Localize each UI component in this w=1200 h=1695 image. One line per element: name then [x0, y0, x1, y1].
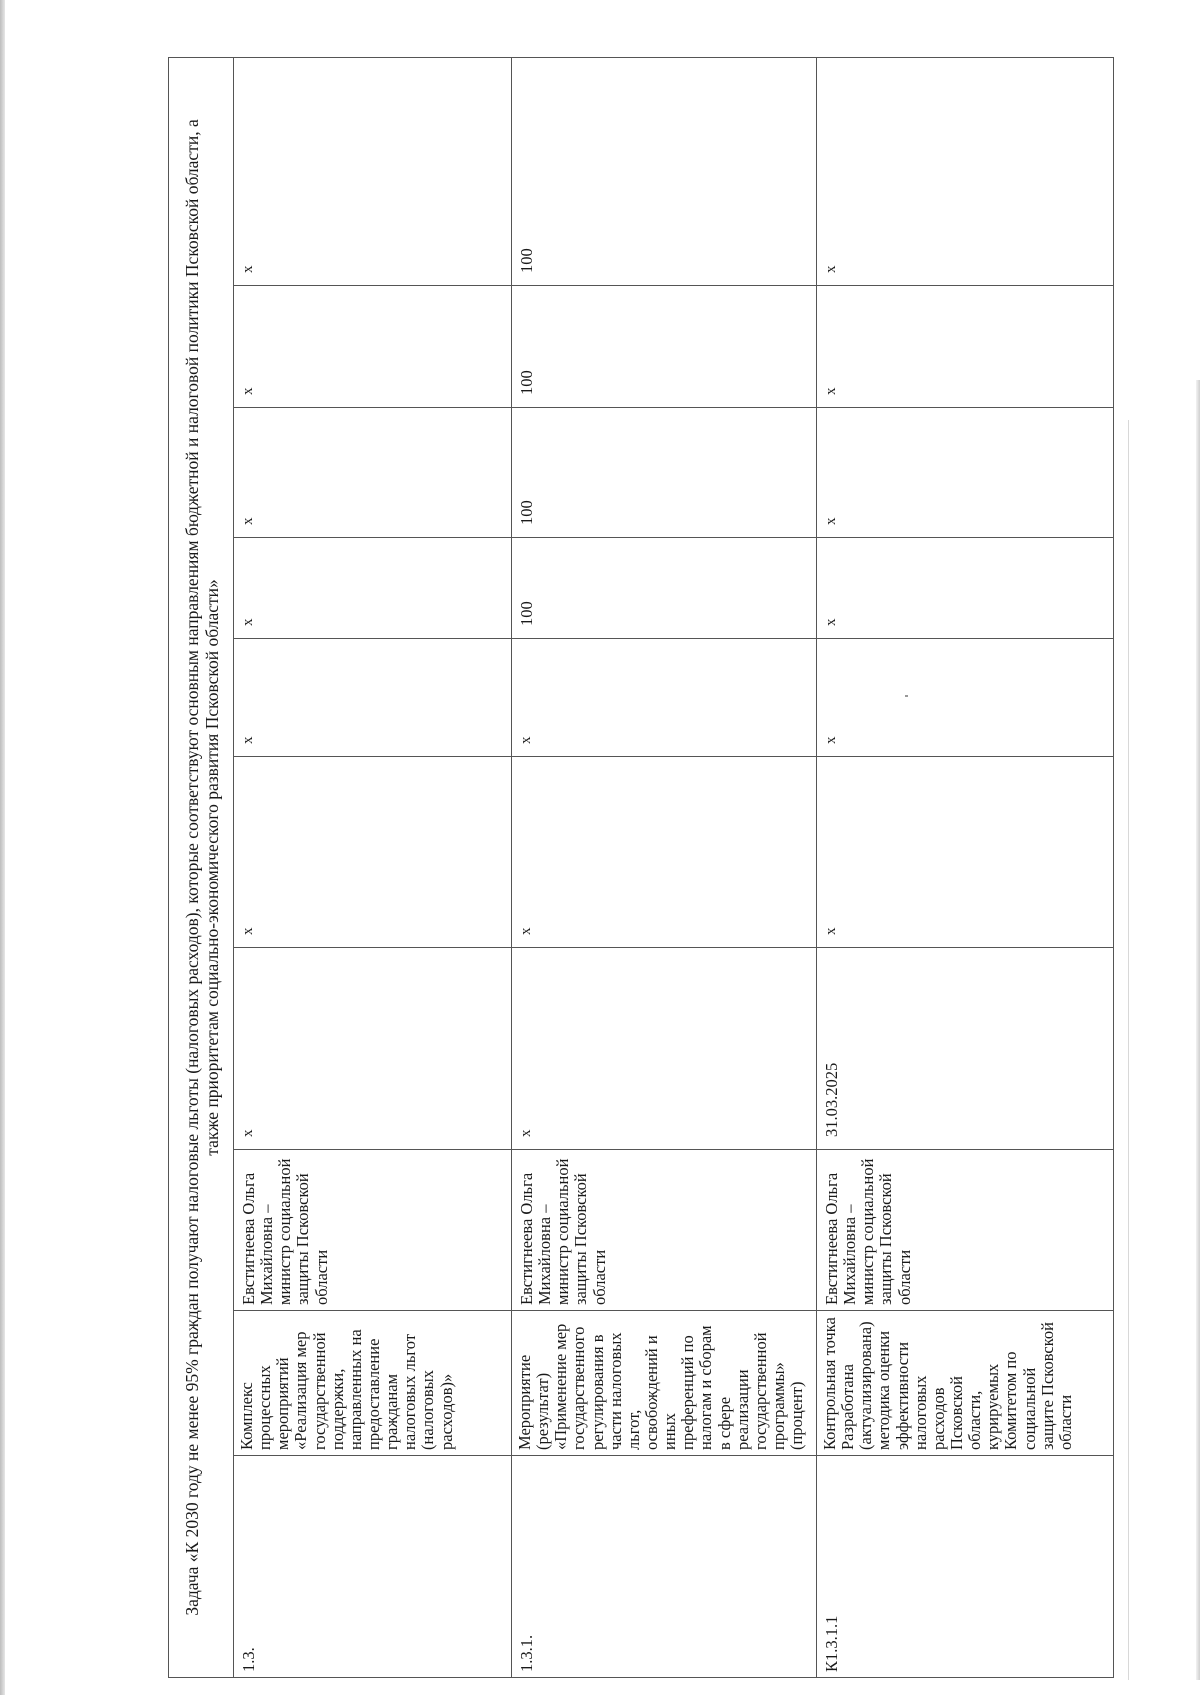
measures-table: [168, 57, 1114, 1678]
row-value-3: х: [234, 286, 512, 408]
row-deadline: х: [512, 948, 817, 1150]
row-number: 1.3.: [234, 1456, 512, 1678]
scan-edge-right: [1196, 380, 1200, 1680]
scan-fold-line: [1128, 420, 1129, 1680]
row-name: Контрольная точка Разработана (актуализирована) методика оценки эффективности налоговых расходов Псковской области, курируемых Комитетом по социальной защите Псковской области: [817, 1311, 1114, 1456]
row-base-year: х: [234, 639, 512, 757]
row-responsible: Евстигнеева Ольга Михайловна – министр социальной защиты Псковской области: [817, 1150, 1114, 1311]
row-value-4: х: [234, 57, 512, 285]
table-row: [512, 57, 817, 1677]
row-value-2: х: [234, 408, 512, 538]
row-responsible: Евстигнеева Ольга Михайловна – министр социальной защиты Псковской области: [234, 1150, 512, 1311]
rotated-document-page: [168, 58, 1113, 1678]
row-base-value: х: [512, 757, 817, 948]
row-number: 1.3.1.: [512, 1456, 817, 1678]
row-value-1: х: [234, 538, 512, 639]
row-deadline: 31.03.2025: [817, 948, 1114, 1150]
scan-speck: [905, 695, 908, 697]
task-title: Задача «К 2030 году не менее 95% граждан получают налоговые льготы (налоговых расходов), которые соответствуют основным направлениям бюджетной и налоговой политики Псковской области, а также приоритетам социально-экономического развития Псковской области»: [169, 57, 234, 1677]
task-header-row: [169, 57, 234, 1677]
row-number: К1.3.1.1: [817, 1456, 1114, 1678]
row-base-value: х: [817, 757, 1114, 948]
row-value-1: х: [817, 538, 1114, 639]
row-responsible: Евстигнеева Ольга Михайловна – министр социальной защиты Псковской области: [512, 1150, 817, 1311]
row-value-3: 100: [512, 286, 817, 408]
table-row: [234, 57, 512, 1677]
row-base-value: х: [234, 757, 512, 948]
row-base-year: х: [512, 639, 817, 757]
row-value-2: х: [817, 408, 1114, 538]
scan-edge-left: [0, 0, 5, 1695]
row-value-3: х: [817, 286, 1114, 408]
row-deadline: х: [234, 948, 512, 1150]
row-base-year: х: [817, 639, 1114, 757]
row-value-4: х: [817, 57, 1114, 285]
row-name: Комплекс процессных мероприятий «Реализация мер государственной поддержки, направленных на предоставление гражданам налоговых льгот (налоговых расходов)»: [234, 1311, 512, 1456]
row-value-1: 100: [512, 538, 817, 639]
row-name: Мероприятие (результат) «Применение мер государственного регулирования в части налоговых льгот, освобождений и иных преференций по налогам и сборам в сфере реализации государственной программы» (процент): [512, 1311, 817, 1456]
table-row: [817, 57, 1114, 1677]
row-value-2: 100: [512, 408, 817, 538]
row-value-4: 100: [512, 57, 817, 285]
